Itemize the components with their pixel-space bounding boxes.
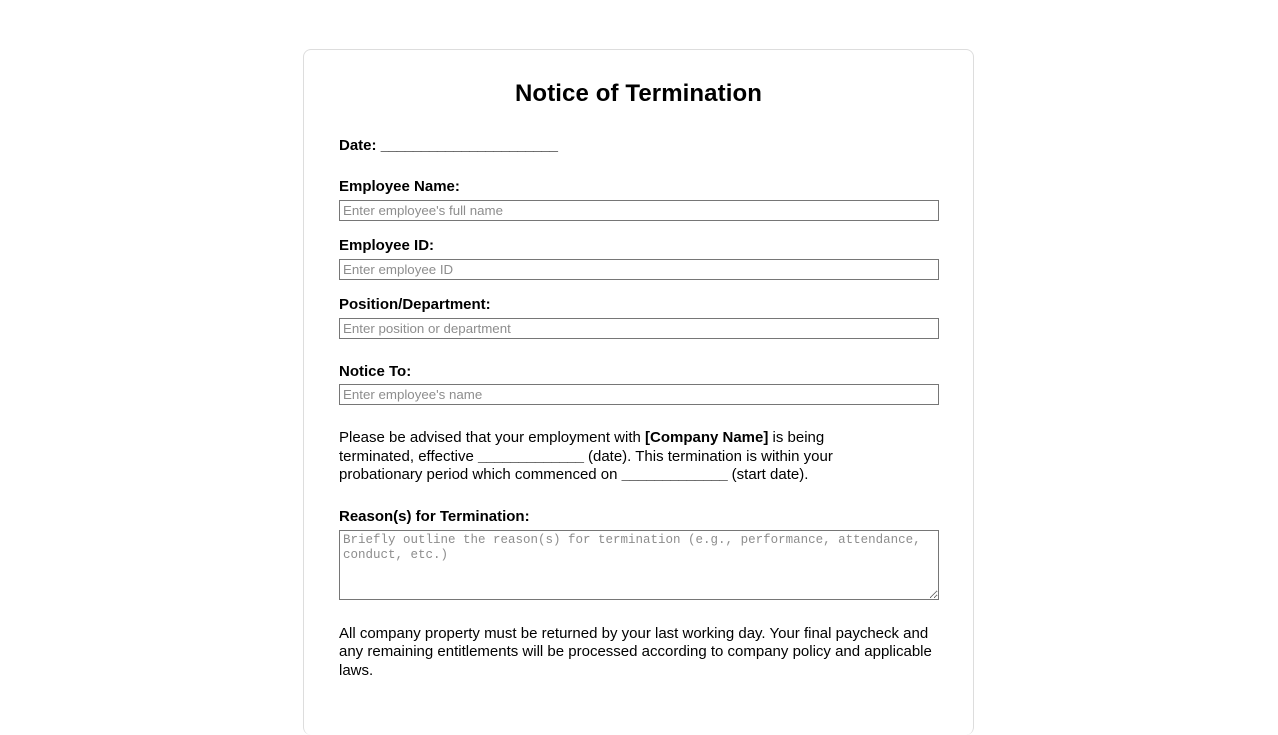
position-department-label: Position/Department: [339, 295, 491, 313]
paragraph-1-part-4: (start date). [727, 466, 809, 484]
field-employee-id [339, 237, 938, 280]
page-title: Notice of Termination [515, 80, 762, 107]
notice-to-input[interactable] [339, 384, 939, 405]
field-reason-for-termination [339, 508, 938, 600]
company-name-placeholder: [Company Name] [645, 429, 769, 447]
paragraph-1-part-3: (date). This termination is within your probationary period which commenced on [339, 447, 833, 484]
date-line [339, 138, 938, 155]
position-department-input[interactable] [339, 318, 939, 339]
date-blank-line: ______________________ [380, 136, 558, 154]
field-employee-name [339, 178, 938, 221]
effective-date-blank: _____________ [477, 447, 584, 465]
reason-for-termination-label: Reason(s) for Termination: [339, 507, 530, 525]
paragraph-1-part-2: is being terminated, effective [339, 429, 825, 465]
start-date-blank: _____________ [621, 466, 728, 484]
reason-for-termination-textarea[interactable] [339, 530, 939, 600]
paragraph-1-part-1: Please be advised that your employment with [339, 429, 645, 447]
employee-name-label: Employee Name: [339, 178, 460, 196]
date-label: Date: [339, 136, 377, 154]
field-notice-to [339, 363, 938, 406]
company-property-paragraph: All company property must be returned by your last working day. Your final paycheck and any remaining entitlements will be processed according to company policy and applicable laws. [339, 624, 932, 679]
employee-id-input[interactable] [339, 259, 939, 280]
employee-id-label: Employee ID: [339, 237, 435, 255]
employee-name-input[interactable] [339, 200, 939, 221]
field-position-department [339, 296, 938, 339]
termination-notice-card [303, 49, 974, 735]
termination-statement-paragraph [339, 429, 879, 485]
notice-to-label: Notice To: [339, 362, 412, 380]
